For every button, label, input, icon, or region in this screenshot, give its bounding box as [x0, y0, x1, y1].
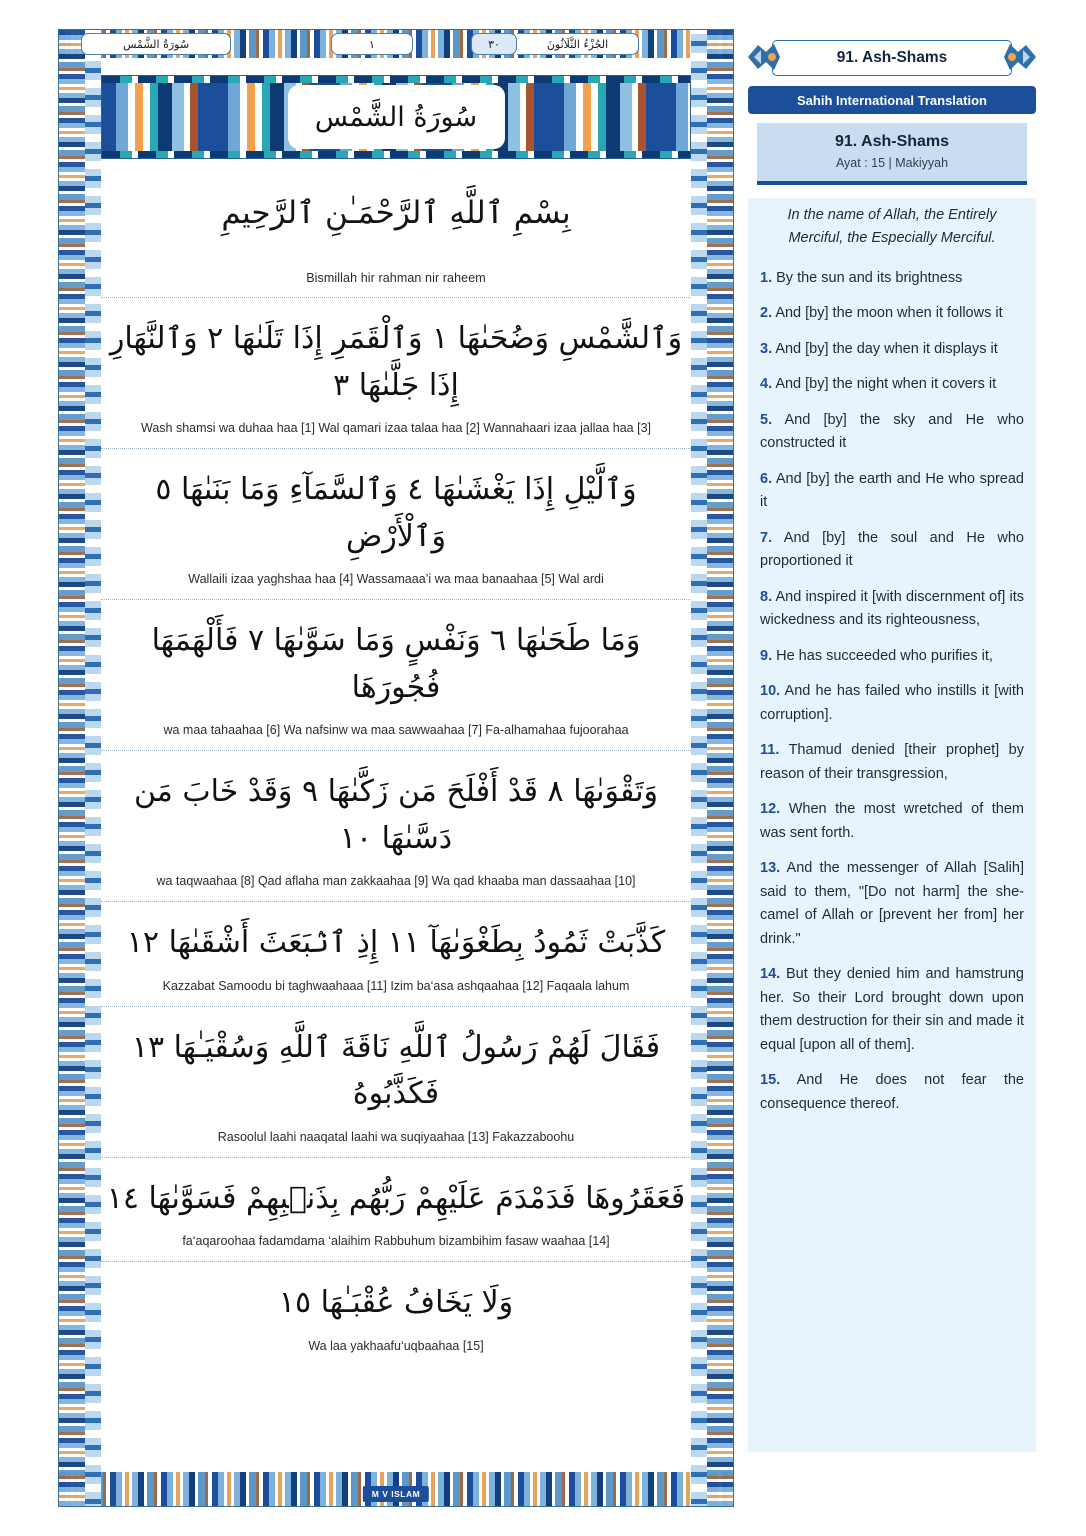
ayah-number: 7.: [760, 529, 773, 546]
translation-surah-title: 91. Ash-Shams: [772, 40, 1012, 76]
ayah-text: And [by] the soul and He who proportioned it: [760, 529, 1024, 570]
ayah-item: [758, 332, 1026, 367]
ayah-item: [758, 403, 1026, 462]
ayah-text: And he has failed who instills it [with corruption].: [760, 683, 1024, 723]
ayah-text: And [by] the day when it displays it: [772, 340, 998, 357]
verse-arabic: فَقَالَ لَهُمْ رَسُولُ ٱللَّهِ نَاقَةَ ٱللَّهِ وَسُقْيَـٰهَا ١٣ فَكَذَّبُوهُ: [131, 1029, 661, 1111]
ayah-text: And [by] the moon when it follows it: [772, 305, 1003, 322]
verse-arabic: وَتَقْوَىٰهَا ٨ قَدْ أَفْلَحَ مَن زَكَّىٰهَا ٩ وَقَدْ خَابَ مَن دَسَّىٰهَا ١٠: [133, 774, 659, 856]
ayah-item: [758, 580, 1026, 639]
translation-body: [748, 198, 1036, 1452]
ayah-number: 8.: [760, 588, 773, 605]
ayah-item: [758, 296, 1026, 331]
verse-block: [101, 298, 691, 448]
ayah-text: When the most wretched of them was sent forth.: [760, 801, 1024, 841]
verse-block: [101, 1262, 691, 1366]
header-juz-label: الجُزْءُ الثَّلَاثُونَ: [517, 33, 639, 55]
verse-transliteration: fa‘aqaroohaa fadamdama ‘alaihim Rabbuhum bizambihim fasaw waahaa [14]: [182, 1234, 610, 1248]
ayah-text: And [by] the earth and He who spread it: [760, 470, 1024, 511]
surah-info-meta: Ayat : 15 | Makiyyah: [835, 156, 949, 170]
ayah-number: 2.: [760, 305, 773, 322]
mushaf-header: [59, 30, 733, 58]
ayah-item: [758, 462, 1026, 521]
surah-info-name: 91. Ash-Shams: [834, 133, 950, 150]
verse-block: [101, 751, 691, 901]
ayah-item: [758, 367, 1026, 402]
verse-block: [101, 1158, 691, 1262]
verse-arabic: فَعَقَرُوهَا فَدَمْدَمَ عَلَيْهِمْ رَبُّهُم بِذَنۢبِهِمْ فَسَوَّىٰهَا ١٤: [106, 1180, 686, 1216]
ayah-number: 12.: [760, 801, 781, 818]
translation-header: [748, 38, 1036, 78]
ayah-item: [758, 851, 1026, 957]
ayah-number: 10.: [760, 683, 781, 700]
ayah-item: [758, 733, 1026, 792]
ornament-left-icon: [748, 40, 780, 74]
ayah-number: 4.: [760, 376, 773, 393]
ornament-right-icon: [1004, 40, 1036, 74]
ayah-item: [758, 639, 1026, 674]
ornamental-border-right-inner: [691, 30, 707, 1506]
mushaf-body: [101, 58, 691, 1472]
ayah-text: And He does not fear the consequence thereof.: [760, 1072, 1024, 1112]
translation-panel: [748, 38, 1036, 1536]
ayah-item: [758, 261, 1026, 296]
header-surah-label: سُورَةُ الشَّمْس: [81, 33, 231, 55]
verse-block: [101, 600, 691, 750]
verse-block: [101, 449, 691, 599]
ayah-item: [758, 521, 1026, 580]
verse-transliteration: Kazzabat Samoodu bi taghwaahaaa [11] Izim ba‘asa ashqaahaa [12] Faqaala lahum: [162, 978, 630, 993]
ornamental-border-left-inner: [85, 30, 101, 1506]
bismillah-transliteration: Bismillah hir rahman nir raheem: [306, 271, 486, 285]
verse-transliteration: Wash shamsi wa duhaa haa [1] Wal qamari izaa talaa haa [2] Wannahaari izaa jallaa haa [3]: [140, 421, 651, 435]
ayah-number: 1.: [760, 269, 773, 286]
ayah-item: [758, 1063, 1026, 1122]
ayah-text: Thamud denied [their prophet] by reason of their transgression,: [760, 742, 1024, 782]
ornamental-border-left: [59, 30, 85, 1506]
verse-arabic: وَمَا طَحَىٰهَا ٦ وَنَفْسٍ وَمَا سَوَّىٰهَا ٧ فَأَلْهَمَهَا فُجُورَهَا: [151, 623, 641, 705]
ayah-text: And the messenger of Allah [Salih] said to them, "[Do not harm] the she-camel of Allah or [prevent her from] her drink.": [760, 860, 1024, 947]
verse-transliteration: Rasoolul laahi naaqatal laahi wa suqiyaahaa [13] Fakazzaboohu: [217, 1129, 575, 1144]
translation-bismillah: In the name of Allah, the Entirely Merciful, the Especially Merciful.: [787, 207, 997, 247]
ayah-number: 11.: [760, 742, 780, 759]
ayah-item: [758, 674, 1026, 733]
verse-transliteration: Wa laa yakhaafu‘uqbaahaa [15]: [308, 1338, 484, 1353]
verse-arabic: وَٱلشَّمْسِ وَضُحَىٰهَا ١ وَٱلْقَمَرِ إِذَا تَلَىٰهَا ٢ وَٱلنَّهَارِ إِذَا جَلَّىٰهَا ٣: [109, 321, 683, 403]
ayah-number: 15.: [760, 1072, 781, 1089]
translation-edition-bar: Sahih International Translation: [748, 86, 1036, 114]
bismillah-arabic: بِسْمِ ٱللَّهِ ٱلرَّحْمَـٰنِ ٱلرَّحِيمِ: [221, 195, 571, 231]
header-juz-number: ٣٠: [471, 33, 517, 55]
mushaf-panel: [58, 29, 734, 1507]
ayah-text: He has succeeded who purifies it,: [772, 647, 993, 664]
ayah-text: And [by] the sky and He who constructed it: [760, 411, 1024, 452]
verse-transliteration: wa taqwaahaa [8] Qad aflaha man zakkaahaa [9] Wa qad khaaba man dassaahaa [10]: [156, 874, 636, 888]
ayah-number: 14.: [760, 966, 781, 983]
surah-title-banner: [101, 75, 691, 159]
ayah-number: 13.: [760, 860, 781, 877]
ayah-item: [758, 957, 1026, 1063]
ayah-item: [758, 792, 1026, 851]
ayah-text: By the sun and its brightness: [772, 269, 963, 286]
ayah-text: And inspired it [with discernment of] its wickedness and its righteousness,: [760, 588, 1024, 629]
verse-transliteration: Wallaili izaa yaghshaa haa [4] Wassamaaa’i wa maa banaahaa [5] Wal ardi: [188, 572, 604, 586]
verse-arabic: وَلَا يَخَافُ عُقْبَـٰهَا ١٥: [278, 1285, 514, 1320]
surah-title-text: سُورَةُ الشَّمْس: [289, 86, 504, 148]
verse-block: [101, 902, 691, 1006]
verse-transliteration: wa maa tahaahaa [6] Wa nafsinw wa maa sawwaahaa [7] Fa-alhamahaa fujoorahaa: [163, 723, 629, 737]
ayah-number: 3.: [760, 340, 773, 357]
publisher-logo: M V ISLAM: [363, 1486, 429, 1502]
ayah-number: 6.: [760, 470, 773, 487]
verse-block: [101, 1007, 691, 1157]
ayah-number: 9.: [760, 647, 773, 664]
verse-arabic: وَٱلَّيْلِ إِذَا يَغْشَىٰهَا ٤ وَٱلسَّمَآءِ وَمَا بَنَىٰهَا ٥ وَٱلْأَرْضِ: [155, 472, 637, 554]
verse-list: [101, 297, 691, 1366]
ayah-text: But they denied him and hamstrung her. So their Lord brought down upon them destruction for their sin and made it equal [upon all of them].: [760, 966, 1024, 1053]
ayah-text: And [by] the night when it covers it: [772, 376, 997, 393]
ayah-number: 5.: [760, 411, 773, 428]
header-page-number: ١: [331, 33, 413, 55]
surah-info-box: [757, 123, 1027, 185]
ornamental-border-right: [707, 30, 733, 1506]
verse-arabic: كَذَّبَتْ ثَمُودُ بِطَغْوَىٰهَآ ١١ إِذِ ٱنۢبَعَثَ أَشْقَىٰهَا ١٢: [126, 925, 666, 960]
ayah-list: [758, 261, 1026, 1122]
